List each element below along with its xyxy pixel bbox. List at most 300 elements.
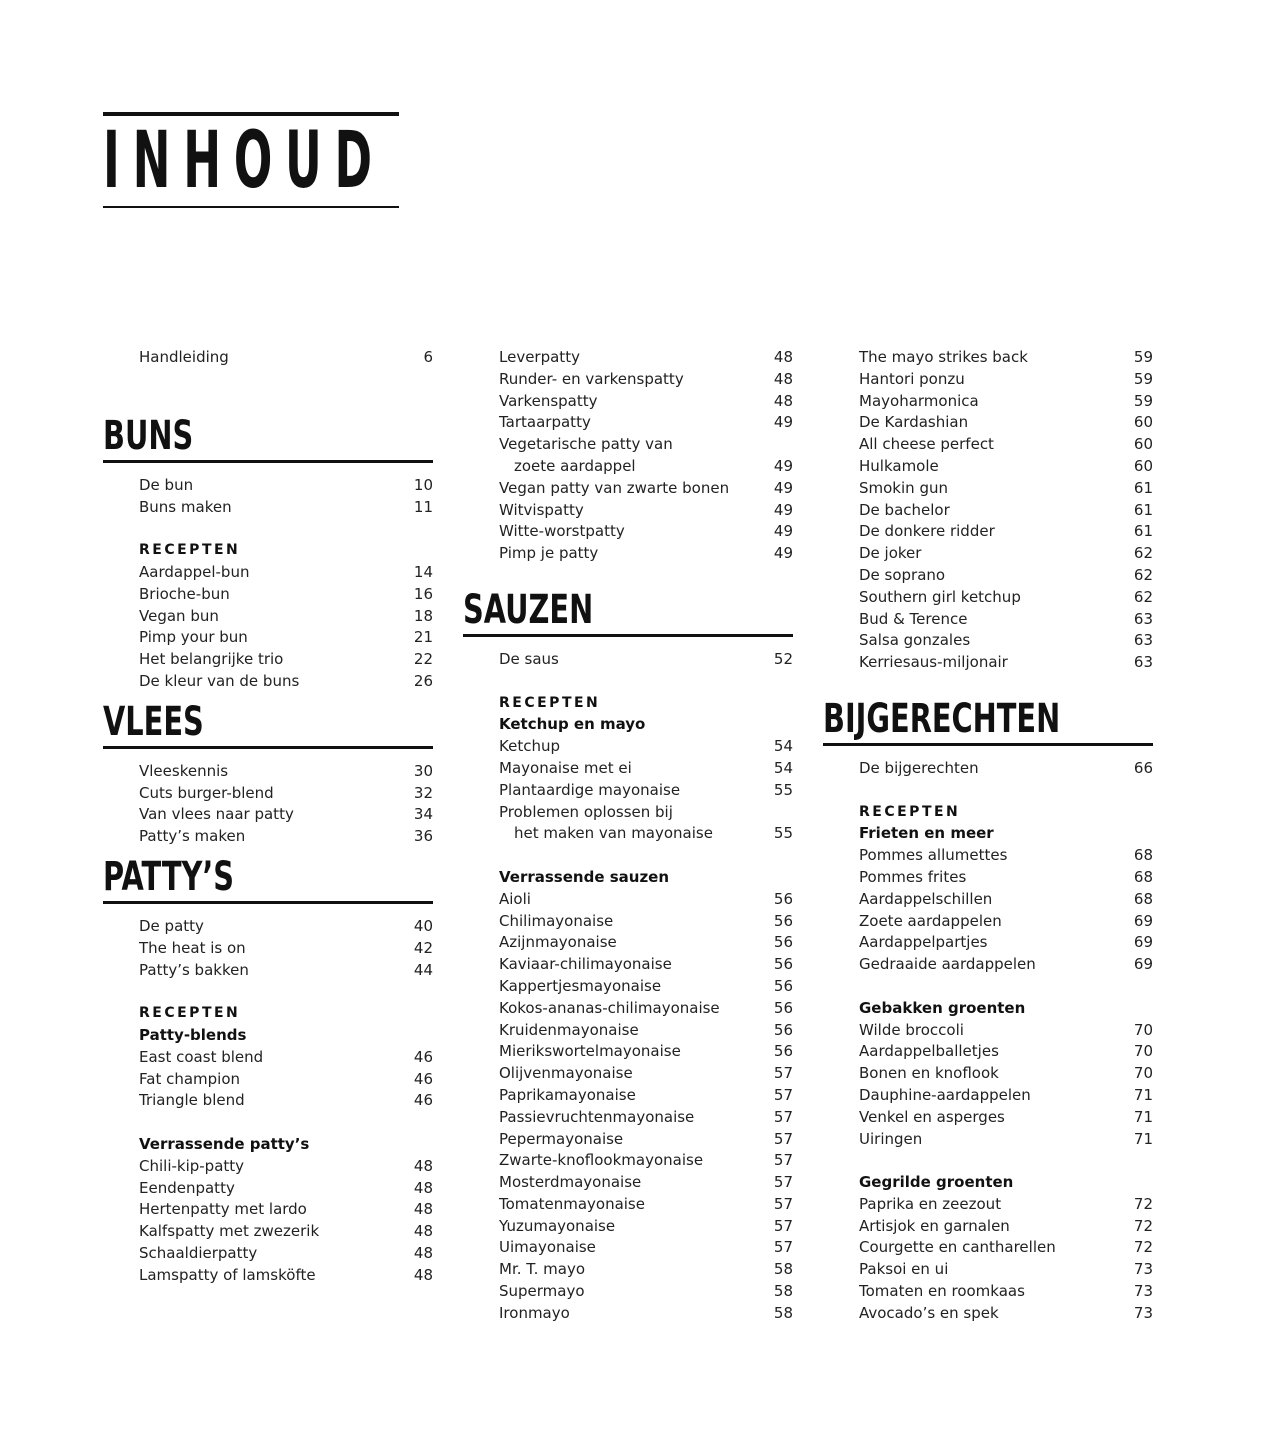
toc-entry[interactable]: [103, 804, 433, 826]
toc-entry[interactable]: [823, 911, 1153, 933]
toc-entry-page: 52: [773, 649, 793, 668]
toc-entry[interactable]: [463, 1020, 793, 1042]
toc-entry[interactable]: [823, 609, 1153, 631]
toc-entry-title: De Kardashian: [859, 413, 969, 432]
toc-entry-page: 68: [1133, 867, 1153, 886]
toc-entry-page: 32: [413, 783, 433, 802]
toc-entry-page: 57: [773, 1064, 793, 1083]
subsection-title: Gegrilde groenten: [859, 1173, 1014, 1192]
toc-entry[interactable]: [463, 478, 793, 500]
toc-entry-title: Het belangrijke trio: [139, 650, 284, 669]
toc-entry-title: Bonen en knoflook: [859, 1064, 999, 1083]
section-heading-pattys: [103, 854, 433, 904]
toc-entry-page: 59: [1133, 391, 1153, 410]
toc-entry-title: Hertenpatty met lardo: [139, 1200, 307, 1219]
toc-entry[interactable]: [823, 954, 1153, 976]
toc-entry-page: 16: [413, 584, 433, 603]
toc-list: [463, 478, 793, 565]
toc-entry-page: 58: [773, 1260, 793, 1279]
toc-entry-page: 60: [1133, 435, 1153, 454]
toc-entry-page: 66: [1133, 758, 1153, 777]
toc-entry[interactable]: [463, 758, 793, 780]
toc-entry[interactable]: [463, 1129, 793, 1151]
toc-entry-title: Varkenspatty: [499, 391, 598, 410]
toc-entry-title: Salsa gonzales: [859, 631, 971, 650]
toc-entry-page: 55: [773, 780, 793, 799]
toc-entry[interactable]: [463, 1085, 793, 1107]
toc-entry-page: 18: [413, 606, 433, 625]
toc-entry-title: Hantori ponzu: [859, 369, 965, 388]
toc-list: [823, 1020, 1153, 1151]
toc-entry-page: 46: [413, 1069, 433, 1088]
toc-entry[interactable]: [823, 434, 1153, 456]
toc-entry-page: 71: [1133, 1107, 1153, 1126]
toc-entry-title: Kerriesaus-miljonair: [859, 653, 1008, 672]
toc-entry[interactable]: [103, 1090, 433, 1112]
toc-entry-title: East coast blend: [139, 1047, 264, 1066]
toc-entry-page: 34: [413, 805, 433, 824]
toc-entry-page: 56: [773, 976, 793, 995]
toc-entry[interactable]: [823, 867, 1153, 889]
toc-entry-title: Cuts burger-blend: [139, 783, 274, 802]
toc-list: [823, 845, 1153, 976]
toc-entry-page: 56: [773, 1042, 793, 1061]
toc-entry-title: Dauphine-aardappelen: [859, 1085, 1031, 1104]
toc-entry-page: 71: [1133, 1129, 1153, 1148]
toc-entry-page: 57: [773, 1107, 793, 1126]
toc-entry-title: De bun: [139, 475, 194, 494]
toc-entry-page: 70: [1133, 1042, 1153, 1061]
toc-entry[interactable]: [463, 391, 793, 413]
recepten-label: RECEPTEN: [499, 694, 601, 711]
toc-entry-title: Vleeskennis: [139, 761, 229, 780]
toc-list: [463, 649, 793, 671]
section-heading-vlees: [103, 699, 433, 749]
toc-entry[interactable]: Vegetarische patty van: [499, 435, 673, 454]
toc-entry-page: 60: [1133, 413, 1153, 432]
toc-entry[interactable]: [823, 1259, 1153, 1281]
toc-entry-page: 63: [1133, 631, 1153, 650]
toc-entry-page: 69: [1133, 933, 1153, 952]
toc-entry[interactable]: [103, 1265, 433, 1287]
toc-entry[interactable]: Problemen oplossen bij: [499, 802, 673, 821]
toc-entry-title: Ketchup: [499, 737, 560, 756]
section-heading-bijgerechten: [823, 696, 1153, 746]
toc-entry-title: Kappertjesmayonaise: [499, 976, 662, 995]
toc-entry-title: Chilimayonaise: [499, 911, 614, 930]
toc-entry-title: Southern girl ketchup: [859, 587, 1021, 606]
section-heading-text: BUNS: [103, 412, 194, 459]
toc-entry[interactable]: [823, 587, 1153, 609]
toc-entry[interactable]: [103, 627, 433, 649]
toc-entry[interactable]: [823, 565, 1153, 587]
toc-entry-title: De bijgerechten: [859, 758, 979, 777]
toc-entry[interactable]: [823, 391, 1153, 413]
section-heading-sauzen: [463, 587, 793, 637]
toc-entry-page: 49: [773, 522, 793, 541]
toc-entry-page: 58: [773, 1282, 793, 1301]
toc-entry[interactable]: [463, 911, 793, 933]
toc-entry[interactable]: [463, 369, 793, 391]
toc-entry-page: 72: [1133, 1238, 1153, 1257]
toc-entry-title: Brioche-bun: [139, 584, 230, 603]
subsection-title: Verrassende patty’s: [139, 1134, 310, 1153]
toc-entry[interactable]: [463, 1194, 793, 1216]
toc-entry[interactable]: [103, 1047, 433, 1069]
toc-entry-page: 56: [773, 933, 793, 952]
toc-entry-title: Pommes frites: [859, 867, 967, 886]
toc-entry[interactable]: [103, 1178, 433, 1200]
toc-list: [463, 889, 793, 1325]
toc-entry-title: Avocado’s en spek: [859, 1303, 999, 1322]
toc-entry[interactable]: [103, 475, 433, 497]
toc-entry-page: 57: [773, 1151, 793, 1170]
toc-entry[interactable]: [823, 932, 1153, 954]
toc-entry-title: Passievruchtenmayonaise: [499, 1107, 695, 1126]
toc-entry[interactable]: [103, 826, 433, 848]
toc-entry[interactable]: [463, 932, 793, 954]
toc-list: [103, 761, 433, 848]
toc-entry-title: Smokin gun: [859, 478, 948, 497]
toc-entry-page: 68: [1133, 889, 1153, 908]
toc-entry-page: 48: [413, 1156, 433, 1175]
toc-entry-page: 62: [1133, 544, 1153, 563]
toc-entry-title: Tomaten en roomkaas: [859, 1282, 1025, 1301]
subsection-title: Frieten en meer: [859, 824, 994, 843]
toc-entry[interactable]: [103, 671, 433, 693]
toc-entry[interactable]: [463, 1259, 793, 1281]
toc-entry[interactable]: zoete aardappel 49: [514, 456, 793, 475]
toc-entry[interactable]: [103, 1069, 433, 1091]
toc-entry[interactable]: [463, 412, 793, 434]
toc-entry-title: Mosterdmayonaise: [499, 1173, 642, 1192]
toc-entry-title: Runder- en varkenspatty: [499, 369, 684, 388]
toc-entry[interactable]: het maken van mayonaise 55: [514, 824, 793, 843]
toc-entry-title: De kleur van de buns: [139, 671, 300, 690]
toc-entry-page: 46: [413, 1091, 433, 1110]
toc-entry[interactable]: [823, 1129, 1153, 1151]
toc-entry[interactable]: [463, 1107, 793, 1129]
toc-entry-title: Eendenpatty: [139, 1178, 235, 1197]
toc-entry-page: 73: [1133, 1282, 1153, 1301]
toc-entry[interactable]: [463, 1216, 793, 1238]
toc-entry-page: 61: [1133, 500, 1153, 519]
toc-entry-page: 11: [413, 497, 433, 516]
subsection-title: Ketchup en mayo: [499, 715, 646, 734]
toc-entry[interactable]: [823, 456, 1153, 478]
toc-entry[interactable]: [463, 543, 793, 565]
toc-entry-title: Plantaardige mayonaise: [499, 780, 681, 799]
section-heading-buns: [103, 413, 433, 463]
toc-entry-page: 56: [773, 955, 793, 974]
toc-entry-page: 58: [773, 1303, 793, 1322]
toc-entry-title: Aardappelballetjes: [859, 1042, 999, 1061]
toc-entry[interactable]: [823, 412, 1153, 434]
toc-entry-page: 59: [1133, 348, 1153, 366]
toc-entry-page: 61: [1133, 478, 1153, 497]
toc-list: [103, 347, 433, 369]
toc-entry-page: 14: [413, 562, 433, 581]
toc-entry-title: The mayo strikes back: [859, 348, 1028, 366]
toc-entry-title: Wilde broccoli: [859, 1020, 964, 1039]
toc-entry[interactable]: [103, 783, 433, 805]
toc-entry-title: Artisjok en garnalen: [859, 1216, 1010, 1235]
toc-entry-title: Handleiding: [139, 348, 229, 366]
recepten-label: RECEPTEN: [139, 1005, 241, 1022]
toc-entry-page: 61: [1133, 522, 1153, 541]
toc-entry[interactable]: [103, 1243, 433, 1265]
toc-entry-page: 60: [1133, 456, 1153, 475]
toc-entry-page: 72: [1133, 1194, 1153, 1213]
toc-entry[interactable]: [103, 606, 433, 628]
toc-entry-page: 49: [773, 500, 793, 519]
toc-entry-title: Aardappelschillen: [859, 889, 993, 908]
toc-entry-page: 70: [1133, 1064, 1153, 1083]
toc-list: [103, 562, 433, 693]
toc-entry[interactable]: [463, 1237, 793, 1259]
toc-column-3: [823, 347, 1153, 1325]
toc-entry-title: De joker: [859, 544, 922, 563]
toc-entry-title: Leverpatty: [499, 348, 580, 366]
toc-entry[interactable]: [823, 1041, 1153, 1063]
toc-entry[interactable]: [823, 1303, 1153, 1325]
toc-entry-page: 48: [773, 391, 793, 410]
toc-entry-page: 49: [773, 478, 793, 497]
toc-entry-title: De donkere ridder: [859, 522, 995, 541]
toc-entry-page: 63: [1133, 653, 1153, 672]
toc-entry-title: Mayonaise met ei: [499, 758, 632, 777]
toc-entry-page: 44: [413, 960, 433, 979]
toc-entry[interactable]: [823, 521, 1153, 543]
toc-entry-title: Paksoi en ui: [859, 1260, 949, 1279]
toc-list: [823, 1194, 1153, 1325]
section-heading-text: PATTY’S: [103, 853, 235, 900]
toc-entry-page: 68: [1133, 846, 1153, 865]
toc-entry-title: Kokos-ananas-chilimayonaise: [499, 998, 720, 1017]
toc-entry[interactable]: [103, 347, 433, 369]
toc-entry-title: Supermayo: [499, 1282, 585, 1301]
toc-entry-title: Paprikamayonaise: [499, 1085, 636, 1104]
toc-entry-title: Aardappel-bun: [139, 562, 250, 581]
toc-entry[interactable]: [463, 649, 793, 671]
toc-entry-page: 54: [773, 758, 793, 777]
toc-entry[interactable]: [463, 954, 793, 976]
toc-entry-title: Pommes allumettes: [859, 846, 1008, 865]
toc-entry[interactable]: [823, 543, 1153, 565]
toc-entry[interactable]: [823, 1063, 1153, 1085]
toc-entry-title: Gedraaide aardappelen: [859, 955, 1036, 974]
recepten-label: RECEPTEN: [139, 542, 241, 559]
toc-entry[interactable]: [823, 500, 1153, 522]
toc-entry-page: 71: [1133, 1085, 1153, 1104]
toc-entry[interactable]: [823, 630, 1153, 652]
toc-list: [463, 736, 793, 801]
toc-entry-page: 62: [1133, 565, 1153, 584]
toc-entry[interactable]: [823, 1281, 1153, 1303]
toc-entry-title: Olijvenmayonaise: [499, 1064, 633, 1083]
toc-entry-page: 57: [773, 1194, 793, 1213]
toc-entry[interactable]: [463, 998, 793, 1020]
toc-entry-title: Uimayonaise: [499, 1238, 596, 1257]
toc-entry[interactable]: [103, 1156, 433, 1178]
toc-entry-page: 36: [413, 827, 433, 846]
toc-entry-page: 48: [413, 1243, 433, 1262]
toc-entry-page: 57: [773, 1129, 793, 1148]
toc-entry-title: De patty: [139, 916, 204, 935]
toc-entry[interactable]: [823, 1107, 1153, 1129]
toc-entry-page: 56: [773, 889, 793, 908]
toc-entry[interactable]: [463, 1172, 793, 1194]
toc-entry-page: 57: [773, 1238, 793, 1257]
toc-entry[interactable]: [103, 649, 433, 671]
toc-entry-title: All cheese perfect: [859, 435, 994, 454]
toc-entry-title: Yuzumayonaise: [499, 1216, 616, 1235]
toc-entry-page: 73: [1133, 1260, 1153, 1279]
toc-entry-title: Triangle blend: [139, 1091, 245, 1110]
toc-list: [103, 916, 433, 981]
toc-entry-page: 22: [413, 650, 433, 669]
toc-entry-title: De saus: [499, 649, 559, 668]
toc-entry[interactable]: [103, 938, 433, 960]
toc-entry[interactable]: [823, 889, 1153, 911]
toc-entry[interactable]: [823, 1237, 1153, 1259]
toc-entry-title: Mierikswortelmayonaise: [499, 1042, 681, 1061]
toc-entry-page: 69: [1133, 955, 1153, 974]
toc-entry[interactable]: [823, 1194, 1153, 1216]
toc-entry-page: 48: [413, 1222, 433, 1241]
toc-entry[interactable]: [463, 1063, 793, 1085]
toc-entry-title: Chili-kip-patty: [139, 1156, 245, 1175]
toc-entry-title: Zoete aardappelen: [859, 911, 1002, 930]
toc-entry[interactable]: [823, 369, 1153, 391]
toc-entry-title: Van vlees naar patty: [139, 805, 294, 824]
toc-entry-title: Vegan bun: [139, 606, 219, 625]
toc-entry[interactable]: [823, 845, 1153, 867]
toc-entry[interactable]: [463, 521, 793, 543]
toc-entry-page: 73: [1133, 1303, 1153, 1322]
toc-entry-title: Paprika en zeezout: [859, 1194, 1002, 1213]
toc-list: [103, 1156, 433, 1287]
toc-entry-page: 48: [413, 1178, 433, 1197]
toc-entry[interactable]: [103, 562, 433, 584]
toc-entry[interactable]: [823, 758, 1153, 780]
toc-entry-page: 49: [773, 544, 793, 563]
toc-entry-page: 56: [773, 1020, 793, 1039]
toc-entry[interactable]: [103, 584, 433, 606]
toc-list: [463, 347, 793, 434]
toc-entry[interactable]: [823, 652, 1153, 674]
toc-entry-title: Venkel en asperges: [859, 1107, 1005, 1126]
toc-list: [823, 347, 1153, 674]
toc-entry-page: 42: [413, 938, 433, 957]
toc-entry-title: Uiringen: [859, 1129, 923, 1148]
toc-entry-page: 30: [413, 761, 433, 780]
toc-entry-title: Courgette en cantharellen: [859, 1238, 1056, 1257]
toc-entry[interactable]: [463, 500, 793, 522]
toc-entry-title: Pepermayonaise: [499, 1129, 624, 1148]
toc-entry-page: 63: [1133, 609, 1153, 628]
toc-entry-title: Buns maken: [139, 497, 232, 516]
section-heading-text: BIJGERECHTEN: [823, 695, 1061, 742]
toc-entry[interactable]: [103, 1199, 433, 1221]
toc-entry[interactable]: [463, 1150, 793, 1172]
toc-entry[interactable]: [823, 1020, 1153, 1042]
toc-entry-page: 26: [413, 671, 433, 690]
toc-entry[interactable]: [823, 1085, 1153, 1107]
toc-entry[interactable]: [103, 1221, 433, 1243]
toc-entry[interactable]: [103, 916, 433, 938]
toc-entry-title: Mayoharmonica: [859, 391, 979, 410]
subsection-title: Verrassende sauzen: [499, 867, 670, 886]
toc-entry-page: 6: [423, 348, 433, 366]
toc-entry-title: Patty’s bakken: [139, 960, 249, 979]
toc-entry-title: Schaaldierpatty: [139, 1243, 258, 1262]
toc-entry-title: Witvispatty: [499, 500, 584, 519]
toc-entry-title: Lamspatty of lamsköfte: [139, 1265, 316, 1284]
toc-entry-page: 57: [773, 1085, 793, 1104]
toc-entry-page: 56: [773, 998, 793, 1017]
page-title: INHOUD: [103, 116, 385, 206]
toc-entry[interactable]: [463, 736, 793, 758]
toc-entry[interactable]: [463, 889, 793, 911]
toc-entry[interactable]: [823, 1216, 1153, 1238]
toc-entry[interactable]: [463, 976, 793, 998]
toc-entry-page: 69: [1133, 911, 1153, 930]
toc-entry[interactable]: [103, 497, 433, 519]
toc-entry-page: 48: [413, 1200, 433, 1219]
toc-entry-page: 56: [773, 911, 793, 930]
toc-entry[interactable]: [103, 761, 433, 783]
toc-entry-page: 59: [1133, 369, 1153, 388]
toc-entry-title: Fat champion: [139, 1069, 241, 1088]
toc-entry-page: 46: [413, 1047, 433, 1066]
toc-entry[interactable]: [463, 1041, 793, 1063]
toc-entry-page: 49: [773, 413, 793, 432]
toc-entry-page: 40: [413, 916, 433, 935]
section-heading-text: VLEES: [103, 698, 204, 745]
toc-entry-title: Pimp your bun: [139, 628, 248, 647]
toc-entry-page: 48: [773, 348, 793, 366]
toc-list: [103, 1047, 433, 1112]
toc-entry-title: Tartaarpatty: [499, 413, 591, 432]
toc-entry-page: 54: [773, 737, 793, 756]
toc-entry-title: Aardappelpartjes: [859, 933, 988, 952]
toc-entry-title: Kalfspatty met zwezerik: [139, 1222, 320, 1241]
toc-entry-title: Witte-worstpatty: [499, 522, 625, 541]
toc-entry-title: Ironmayo: [499, 1303, 570, 1322]
toc-entry[interactable]: [823, 347, 1153, 369]
toc-entry-title: De bachelor: [859, 500, 950, 519]
toc-entry[interactable]: [103, 960, 433, 982]
toc-entry-page: 10: [413, 475, 433, 494]
toc-entry[interactable]: [463, 1303, 793, 1325]
toc-entry-page: 72: [1133, 1216, 1153, 1235]
toc-entry-page: 57: [773, 1216, 793, 1235]
toc-entry[interactable]: [823, 478, 1153, 500]
toc-entry[interactable]: [463, 1281, 793, 1303]
toc-entry-page: 62: [1133, 587, 1153, 606]
toc-entry[interactable]: [463, 347, 793, 369]
toc-entry-page: 48: [413, 1265, 433, 1284]
toc-entry[interactable]: [463, 780, 793, 802]
toc-entry-page: 21: [413, 628, 433, 647]
toc-entry-page: 48: [773, 369, 793, 388]
toc-entry-page: 57: [773, 1173, 793, 1192]
toc-entry-title: Tomatenmayonaise: [499, 1194, 645, 1213]
toc-column-1: [103, 347, 433, 1287]
recepten-label: RECEPTEN: [859, 803, 961, 820]
toc-entry-title: Mr. T. mayo: [499, 1260, 586, 1279]
